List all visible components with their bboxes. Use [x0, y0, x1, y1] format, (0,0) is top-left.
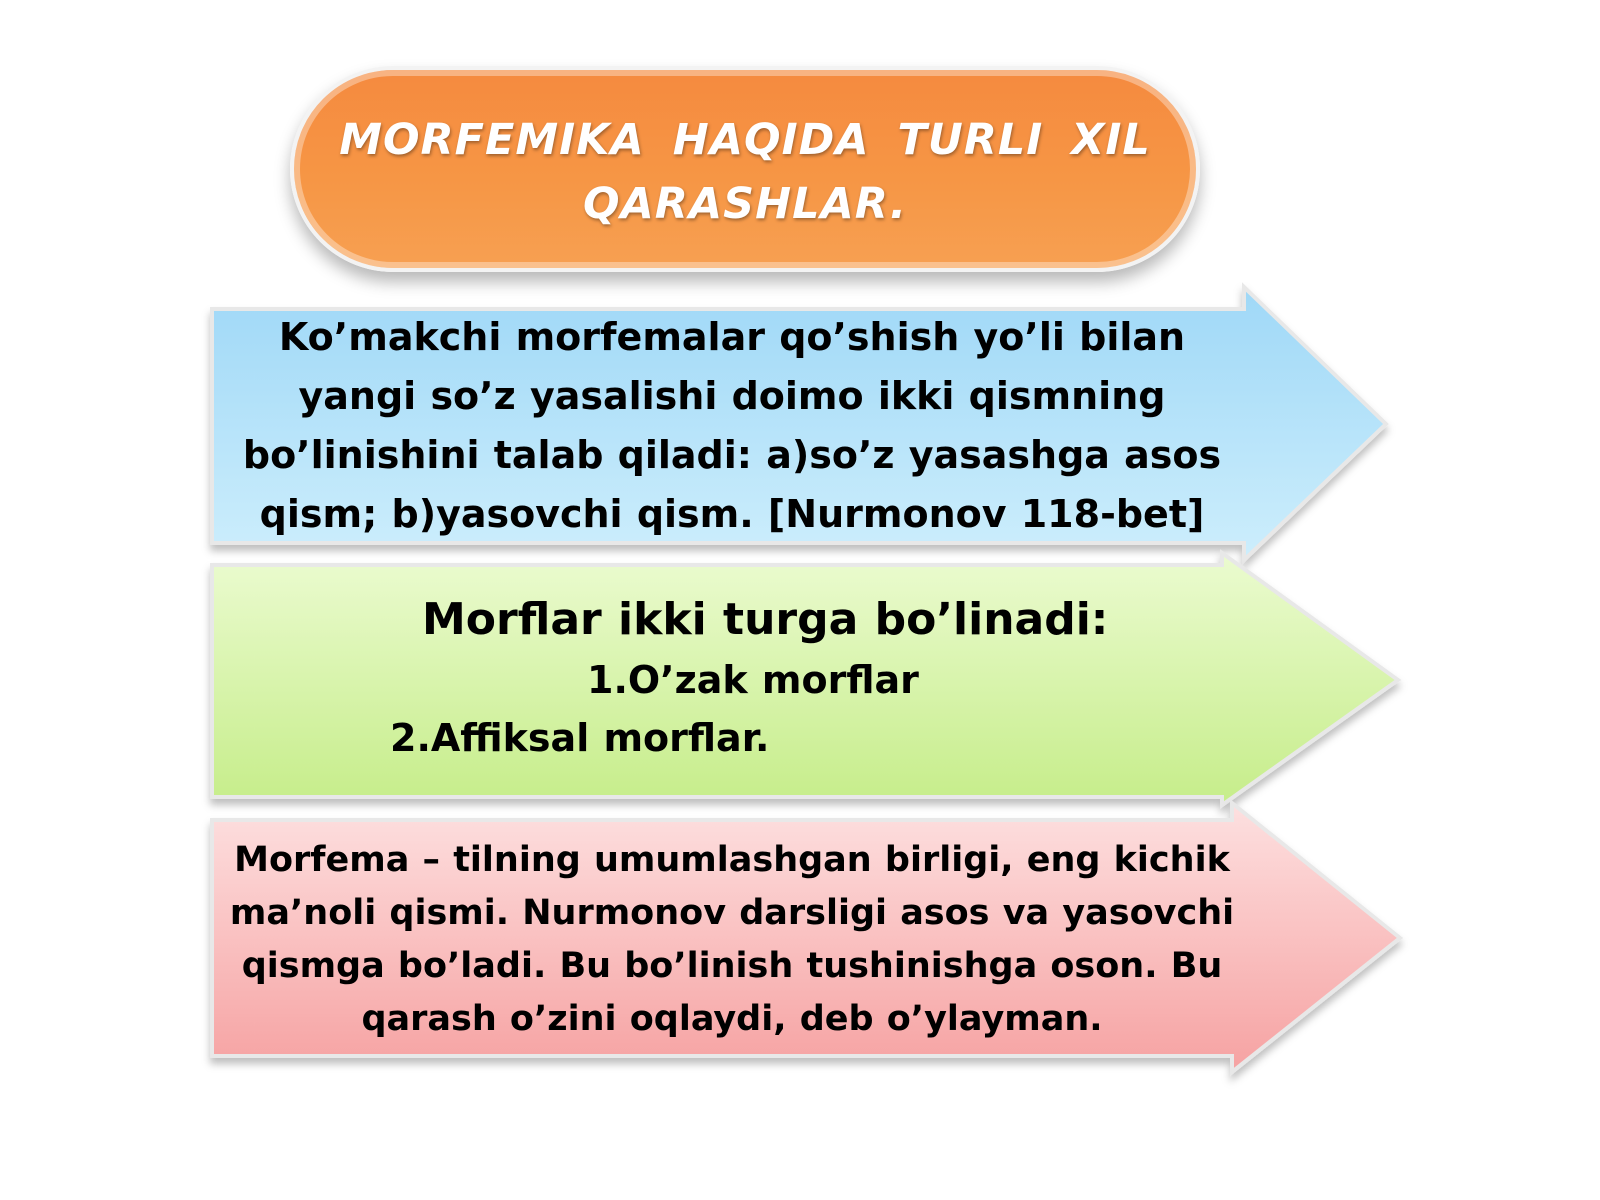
title-text	[339, 108, 1151, 236]
title-line-1: MORFEMIKA HAQIDA TURLI XIL	[339, 115, 1151, 165]
morph-types-heading: Morflar ikki turga bo’linadi:	[422, 594, 1109, 645]
title-banner	[290, 66, 1200, 272]
green-arrow-text	[222, 590, 1242, 790]
morph-type-item-1: 1.O’zak morflar	[587, 658, 919, 702]
title-line-2: QARASHLAR.	[582, 179, 908, 229]
pink-arrow-text: Morfema – tilning umumlashgan birligi, eng kichik ma’noli qismi. Nurmonov darsligi asos va yasovchi qismga bo’ladi. Bu bo’linish tushinishga oson. Bu qarash o’zini oqlaydi, deb o’ylayman.	[229, 840, 1235, 1039]
blue-arrow-text: Ko’makchi morfemalar qo’shish yo’li bilan yangi so’z yasalishi doimo ikki qismning bo’linishini talab qiladi: a)so’z yasashga asos qism; b)yasovchi qism. [Nurmonov 118-bet]	[242, 315, 1222, 536]
morph-type-item-2: 2.Affiksal morflar.	[390, 716, 770, 760]
